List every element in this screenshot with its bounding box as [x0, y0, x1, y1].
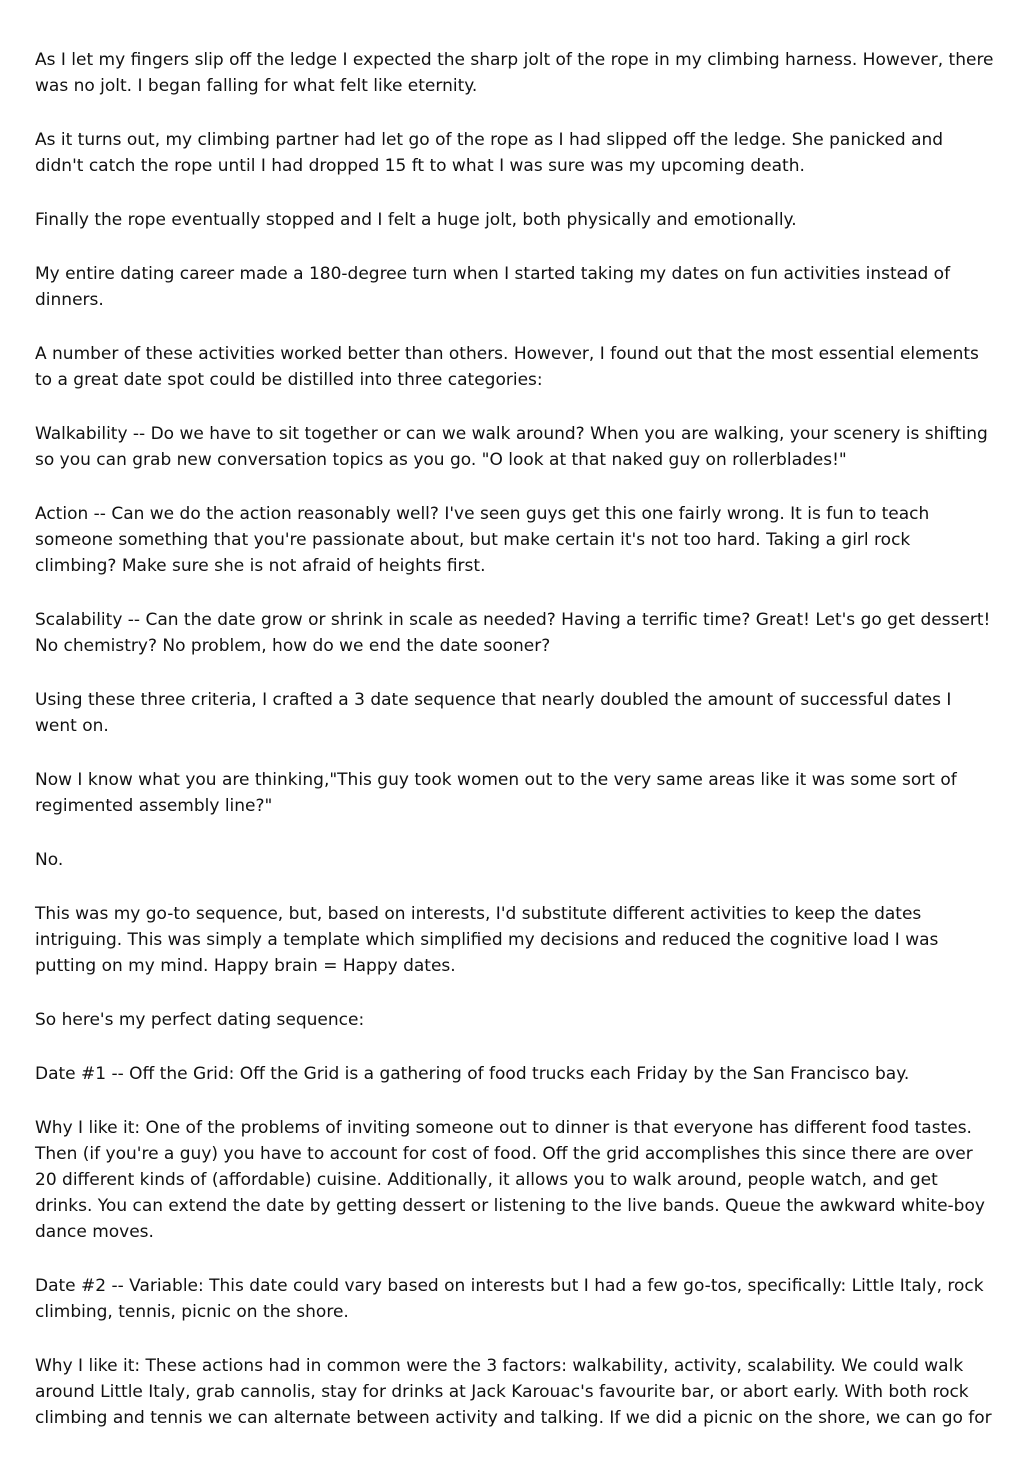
paragraph-action: Action -- Can we do the action reasonably well? I've seen guys get this one fairly wrong. It is fun to teach someone something that you're passionate about, but make certain it's not too hard. Taking a girl rock climbing? Make sure she is not afraid of heights first.	[35, 504, 930, 576]
paragraph-walkability: Walkability -- Do we have to sit together or can we walk around? When you are walking, your scenery is shifting so you can grab new conversation topics as you go. "O look at that naked guy on rollerblades!"	[35, 424, 988, 470]
paragraph-5: A number of these activities worked better than others. However, I found out that the most essential elements to a great date spot could be distilled into three categories:	[35, 344, 979, 390]
paragraph-scalability: Scalability -- Can the date grow or shrink in scale as needed? Having a terrific time? Great! Let's go get dessert! No chemistry? No problem, how do we end the date sooner?	[35, 610, 991, 656]
paragraph-11: No.	[35, 850, 64, 870]
paragraph-2: As it turns out, my climbing partner had let go of the rope as I had slipped off the ledge. She panicked and didn't catch the rope until I had dropped 15 ft to what I was sure was my upcoming death.	[35, 130, 944, 176]
paragraph-9: Using these three criteria, I crafted a 3 date sequence that nearly doubled the amount of successful dates I went on.	[35, 690, 952, 736]
paragraph-10: Now I know what you are thinking,"This guy took women out to the very same areas like it was some sort of regimented assembly line?"	[35, 770, 957, 816]
paragraph-date-1: Date #1 -- Off the Grid: Off the Grid is a gathering of food trucks each Friday by the San Francisco bay.	[35, 1064, 910, 1084]
paragraph-date-1-why: Why I like it: One of the problems of inviting someone out to dinner is that everyone has different food tastes. Then (if you're a guy) you have to account for cost of food. Off the grid accomplishes this since there are over 20 different kinds of (affordable) cuisine. Additionally, it allows you to walk around, people watch, and get drinks. You can extend the date by getting dessert or listening to the live bands. Queue the awkward white-boy dance moves.	[35, 1118, 985, 1242]
paragraph-4: My entire dating career made a 180-degree turn when I started taking my dates on fun activities instead of dinners.	[35, 264, 951, 310]
paragraph-1: As I let my fingers slip off the ledge I expected the sharp jolt of the rope in my climbing harness. However, there was no jolt. I began falling for what felt like eternity.	[35, 50, 994, 96]
paragraph-13: So here's my perfect dating sequence:	[35, 1010, 365, 1030]
paragraph-3: Finally the rope eventually stopped and I felt a huge jolt, both physically and emotionally.	[35, 210, 797, 230]
document-body	[35, 47, 995, 1459]
paragraph-12: This was my go-to sequence, but, based on interests, I'd substitute different activities to keep the dates intriguing. This was simply a template which simplified my decisions and reduced the cognitive load I was putting on my mind. Happy brain = Happy dates.	[35, 904, 939, 976]
paragraph-date-2-why: Why I like it: These actions had in common were the 3 factors: walkability, activity, scalability. We could walk around Little Italy, grab cannolis, stay for drinks at Jack Karouac's favourite bar, or abort early. With both rock climbing and tennis we can alternate between activity and talking. If we did a picnic on the shore, we can go for	[35, 1356, 992, 1428]
paragraph-date-2: Date #2 -- Variable: This date could vary based on interests but I had a few go-tos, specifically: Little Italy, rock climbing, tennis, picnic on the shore.	[35, 1276, 984, 1322]
